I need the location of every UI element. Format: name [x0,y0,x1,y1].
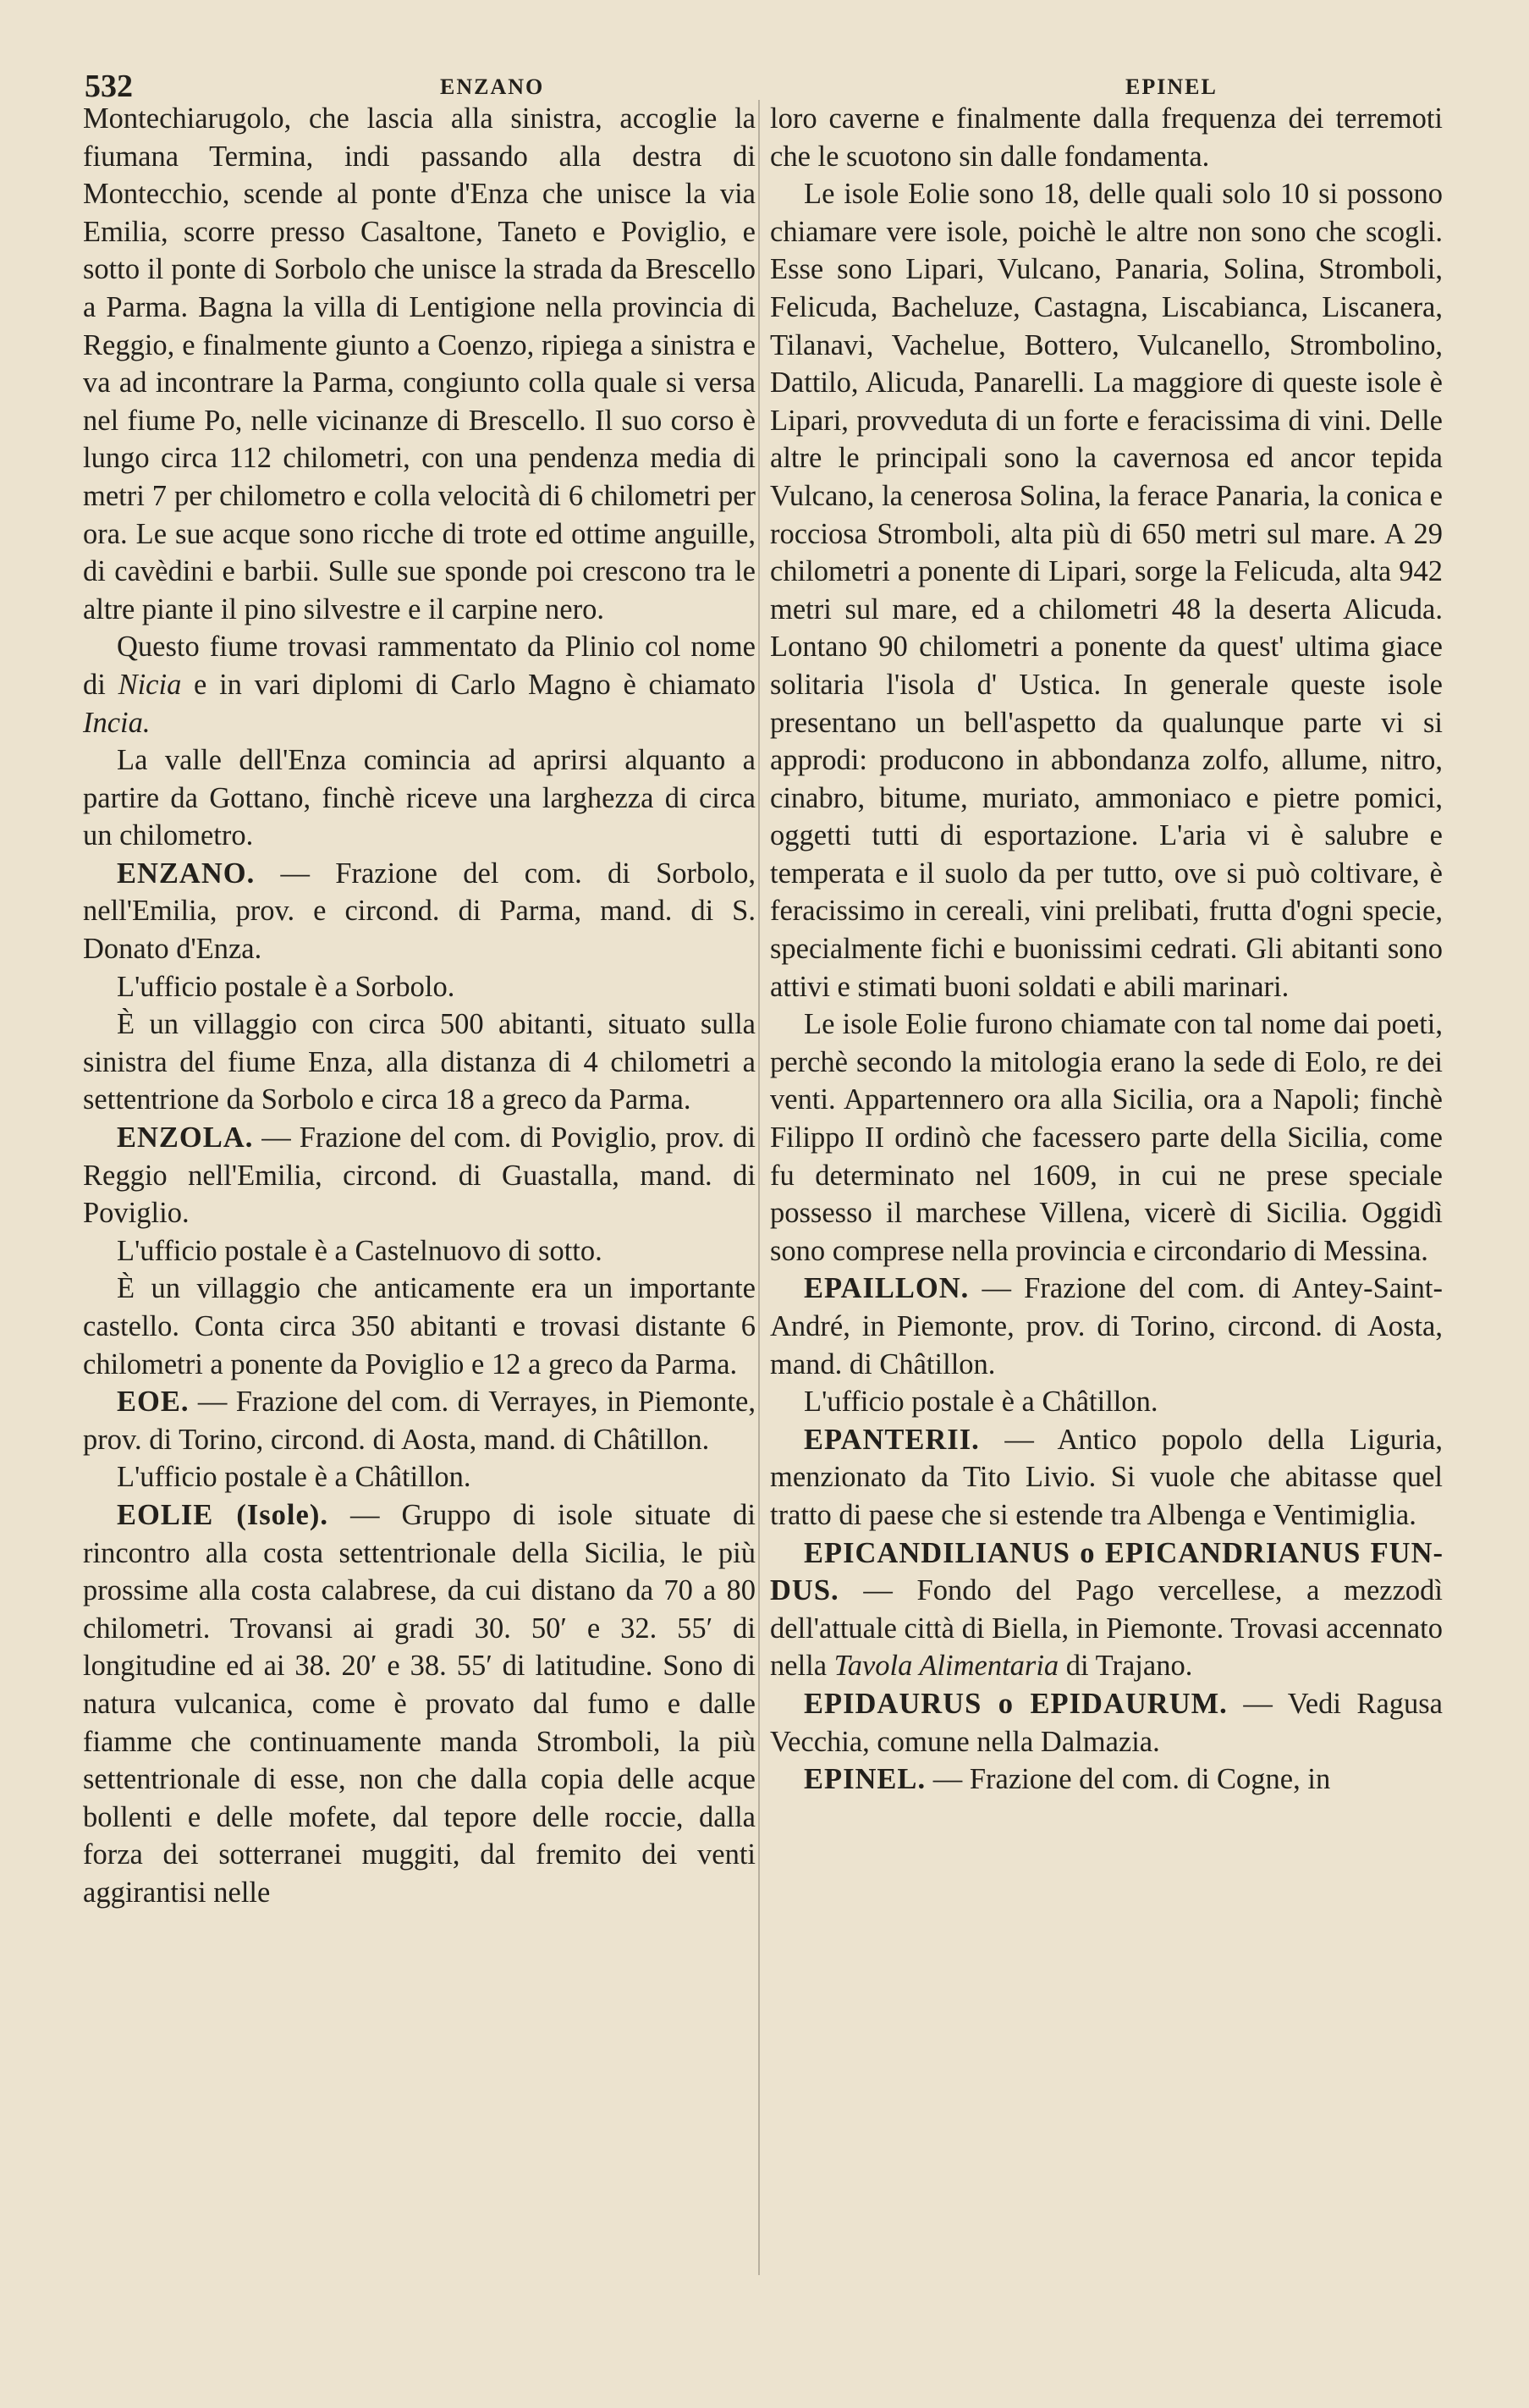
left-running-headword: ENZANO [440,74,545,99]
headword-epaillon: EPAILLON. [804,1272,970,1305]
entry-epaillon [770,1270,1443,1383]
enzola-village-paragraph: È un villaggio che anticamente era un importante castello. Conta circa 350 abitanti e trovasi distante 6 chilometri a ponente da Poviglio e 12 a greco da Parma. [83,1272,756,1380]
entry-enzano [83,855,756,968]
right-column [770,100,1443,1799]
entry-epinel [770,1761,1443,1799]
epicandilianus-definition-a: — Fondo del Pago vercellese, a mezzodì dell'attuale città di Biella, in Piemonte. Trovasi accennato nella [770,1574,1443,1683]
enza-plinio-text-a: Questo fiume trovasi rammentato da Plinio col nome di [83,631,756,701]
headword-epanterii: EPANTERII. [804,1423,980,1456]
page-number: 532 [85,69,133,104]
headword-eoe: EOE. [117,1386,190,1419]
epaillon-postal-paragraph: L'ufficio postale è a Châtillon. [804,1386,1158,1419]
enzola-postal-paragraph: L'ufficio postale è a Castelnuovo di sotto. [117,1234,602,1267]
eolie-islands-paragraph: Le isole Eolie sono 18, delle quali solo 10 si possono chiamare vere isole, poichè le altre non sono che scogli. Esse sono Lipari, Vulcano, Panaria, Solina, Stromboli, Felicuda, Bacheluze, Castagna, Liscabianca, Liscanera, Tilanavi, Vachelue, Bottero, Vulcanello, Strombolino, Dattilo, Alicuda, Panarelli. La maggiore di queste isole è Lipari, provveduta di un forte e feracissima di vini. Delle altre le principali sono la cavernosa ed ancor tepida Vulcano, la cenerosa Solina, la ferace Panaria, la conica e rocciosa Stromboli, alta più di 650 metri sul mare. A 29 chilometri a ponente di Lipari, sorge la Felicuda, alta 942 metri sul mare, ed a chilometri 48 la deserta Alicuda. Lontano 90 chilometri a ponente da quest' ultima giace solitaria l'isola d' Ustica. In generale queste isole presentano un bell'aspetto da qualunque parte vi si approdi: producono in abbondanza zolfo, allume, nitro, cinabro, bitume, muriato, ammoniaco e pietre pomici, oggetti tutti di esportazione. L'aria vi è salubre e temperata e il suolo da per tutto, ove si può coltivare, è feracissimo in cereali, vini prelibati, frutta d'ogni specie, specialmente fichi e buonissimi cedrati. Gli abitanti sono attivi e stimati buoni soldati e abili marinari. [770,178,1443,1003]
enzano-definition: — Frazione del com. di Sorbolo, nell'Emilia, prov. e circond. di Parma, mand. di S. Donato d'Enza. [83,857,756,966]
enza-continuation-paragraph: Montechiarugolo, che lascia alla sinistra, accoglie la fiumana Termina, indi passando alla destra di Montecchio, scende al ponte d'Enza che unisce la via Emilia, scorre presso Casaltone, Taneto e Poviglio, e sotto il ponte di Sorbolo che unisce la strada da Brescello a Parma. Bagna la villa di Lentigione nella provincia di Reggio, e finalmente giunto a Coenzo, ripiega a sinistra e va ad incontrare la Parma, congiunto colla quale si versa nel fiume Po, nelle vicinanze di Brescello. Il suo corso è lungo circa 112 chilometri, con una pendenza media di metri 7 per chilometro e colla velocità di 6 chilometri per ora. Le sue acque sono ricche di trote ed ottime anguille, di cavèdini e barbii. Sulle sue sponde poi crescono tra le altre piante il pino silvestre e il carpine nero. [83,102,756,625]
enzola-definition: — Frazione del com. di Poviglio, prov. di Reggio nell'Emilia, circond. di Guastalla, mand. di Poviglio. [83,1121,756,1230]
entry-epidaurus [770,1685,1443,1761]
enzano-village-paragraph: È un villaggio con circa 500 abitanti, situato sulla sinistra del fiume Enza, alla distanza di 4 chilometri a settentrione da Sorbolo e circa 18 a greco da Parma. [83,1008,756,1116]
headword-enzano: ENZANO. [117,857,256,890]
epicandilianus-definition-b: di Trajano. [1059,1650,1193,1683]
eoe-postal-paragraph: L'ufficio postale è a Châtillon. [117,1461,471,1494]
entry-enzola [83,1119,756,1232]
enza-plinio-text-b: e in vari diplomi di Carlo Magno è chiamato [181,668,756,701]
entry-eolie [83,1496,756,1912]
epinel-definition: — Frazione del com. di Cogne, in [926,1763,1331,1796]
entry-eoe [83,1383,756,1458]
enza-name-nicia: Nicia [118,668,182,701]
entry-epanterii [770,1421,1443,1535]
enza-valley-paragraph: La valle dell'Enza comincia ad aprirsi alquanto a partire da Gottano, finchè riceve una larghezza di circa un chilometro. [83,744,756,852]
headword-epidaurus: EPIDAURUS o EPIDAURUM. [804,1687,1228,1720]
epaillon-definition: — Frazione del com. di Antey-Saint-André, in Piemonte, prov. di Torino, circond. di Aosta, mand. di Châtillon. [770,1272,1443,1380]
epidaurus-definition: — Vedi Ragusa Vecchia, comune nella Dalmazia. [770,1687,1444,1758]
entry-epicandilianus [770,1535,1443,1685]
enzano-postal-paragraph: L'ufficio postale è a Sorbolo. [117,970,455,1003]
column-divider [758,100,760,2275]
epanterii-definition: — Antico popolo della Liguria, menzionato da Tito Livio. Si vuole che abitasse quel tratto di paese che si estende tra Albenga e Ventimiglia. [770,1423,1443,1531]
headword-epinel: EPINEL. [804,1763,927,1796]
headword-epicandilianus: EPICANDILIANUS o EPICANDRIANUS FUNDUS. [770,1536,1443,1607]
eolie-continuation-paragraph: loro caverne e finalmente dalla frequenza dei terremoti che le scuotono sin dalle fondamenta. [770,102,1443,173]
headword-enzola: ENZOLA. [117,1121,254,1154]
tavola-alimentaria: Tavola Alimentaria [833,1650,1059,1683]
left-column [83,100,756,1912]
headword-eolie: EOLIE (Isole). [117,1498,328,1531]
right-running-headword: EPINEL [1125,74,1218,99]
eoe-definition: — Frazione del com. di Verrayes, in Piemonte, prov. di Torino, circond. di Aosta, mand. di Châtillon. [83,1386,756,1456]
enza-name-incia: Incia. [83,706,151,739]
eolie-definition: — Gruppo di isole situate di rincontro alla costa settentrionale della Sicilia, le più prossime alla costa calabrese, da cui distano da 70 a 80 chilometri. Trovansi ai gradi 30. 50′ e 32. 55′ di longitudine ed ai 38. 20′ e 38. 55′ di latitudine. Sono di natura vulcanica, come è provato dal fumo e dalle fiamme che continuamente manda Stromboli, la più settentrionale di esse, non che dalla copia delle acque bollenti e delle mofete, dal tepore delle roccie, dalla forza dei sotterranei muggiti, dal fremito dei venti aggirantisi nelle [83,1498,756,1909]
eolie-history-paragraph: Le isole Eolie furono chiamate con tal nome dai poeti, perchè secondo la mitologia erano la sede di Eolo, re dei venti. Appartennero ora alla Sicilia, ora a Napoli; finchè Filippo II ordinò che facessero parte della Sicilia, come fu determinato nel 1609, in cui ne prese speciale possesso il marchese Villena, vicerè di Sicilia. Oggidì sono comprese nella provincia e circondario di Messina. [770,1008,1443,1267]
enza-plinio-paragraph [83,628,756,741]
